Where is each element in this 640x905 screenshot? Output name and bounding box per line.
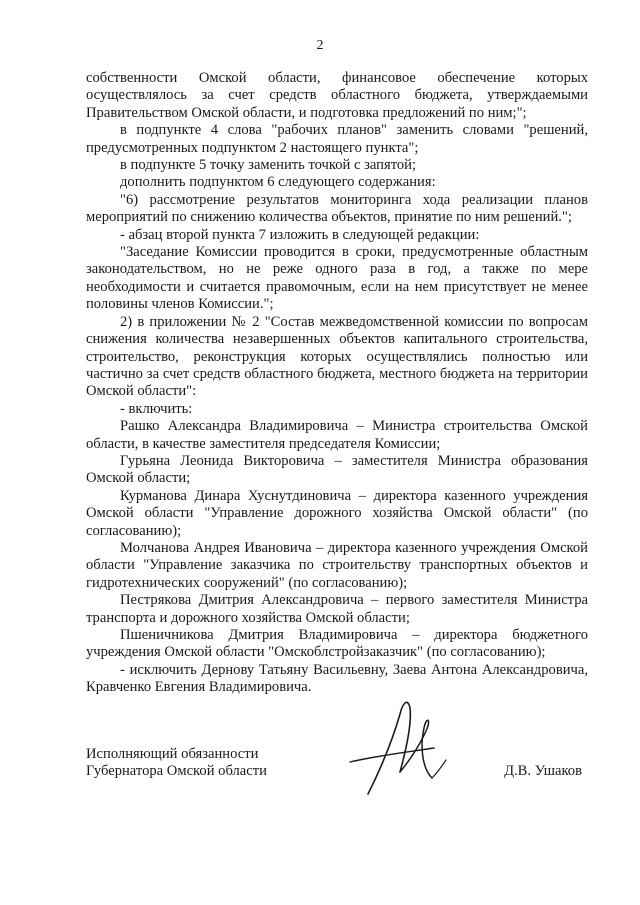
paragraph: собственности Омской области, финансовое обеспечение которых осуществлялось за счет средств областного бюджета, утверждаемыми Правительством Омской области, и подготовка предложений по ним;"; bbox=[86, 70, 588, 121]
paragraph: в подпункте 5 точку заменить точкой с запятой; bbox=[120, 157, 417, 174]
paragraph: в подпункте 4 слова "рабочих планов" заменить словами "решений, предусмотренных подпунктом 2 настоящего пункта"; bbox=[86, 122, 588, 156]
paragraph: - исключить Дернову Татьяну Васильевну, Заева Антона Александровича, Кравченко Евгения Владимировича. bbox=[86, 661, 588, 696]
signature-block bbox=[86, 746, 588, 786]
paragraph: 2) в приложении № 2 "Состав межведомственной комиссии по вопросам снижения количества незавершенных объектов капитального строительства, строительство, реконструкция которых осуществлялись полностью или частично за счет средств областного бюджета, местного бюджета на территории Омской области": bbox=[86, 313, 588, 400]
paragraph: Пшеничникова Дмитрия Владимировича – директора бюджетного учреждения Омской области "Омскоблстройзаказчик" (по согласованию); bbox=[86, 627, 588, 661]
signatory-title-line: Исполняющий обязанности bbox=[86, 746, 259, 762]
paragraph: - абзац второй пункта 7 изложить в следующей редакции: bbox=[120, 226, 480, 243]
paragraph: - включить: bbox=[120, 400, 193, 417]
paragraph: дополнить подпунктом 6 следующего содержания: bbox=[120, 174, 436, 191]
signatory-name: Д.В. Ушаков bbox=[504, 763, 582, 779]
signatory-title bbox=[86, 746, 267, 781]
paragraph: Гурьяна Леонида Викторовича – заместителя Министра образования Омской области; bbox=[86, 452, 588, 487]
paragraph: Рашко Александра Владимировича – Министра строительства Омской области, в качестве заместителя председателя Комиссии; bbox=[86, 418, 588, 452]
paragraph: "6) рассмотрение результатов мониторинга хода реализации планов мероприятий по снижению количества объектов, принятие по ним решений."; bbox=[86, 191, 588, 226]
document-body bbox=[86, 70, 588, 697]
paragraph: Молчанова Андрея Ивановича – директора казенного учреждения Омской области "Управление заказчика по строительству транспортных объектов и гидротехнических сооружений" (по согласованию); bbox=[86, 539, 588, 591]
signatory-title-line: Губернатора Омской области bbox=[86, 763, 267, 780]
paragraph: Курманова Динара Хуснутдиновича – директора казенного учреждения Омской области "Управление дорожного хозяйства Омской области" (по согласованию); bbox=[86, 487, 588, 539]
paragraph: "Заседание Комиссии проводится в сроки, предусмотренные областным законодательством, но не реже одного раза в год, а также по мере необходимости и считается правомочным, если на нем присутствует не менее половины членов Комиссии."; bbox=[86, 244, 588, 313]
page-number: 2 bbox=[316, 38, 324, 53]
paragraph: Пестрякова Дмитрия Александровича – первого заместителя Министра транспорта и дорожного хозяйства Омской области; bbox=[86, 592, 588, 626]
